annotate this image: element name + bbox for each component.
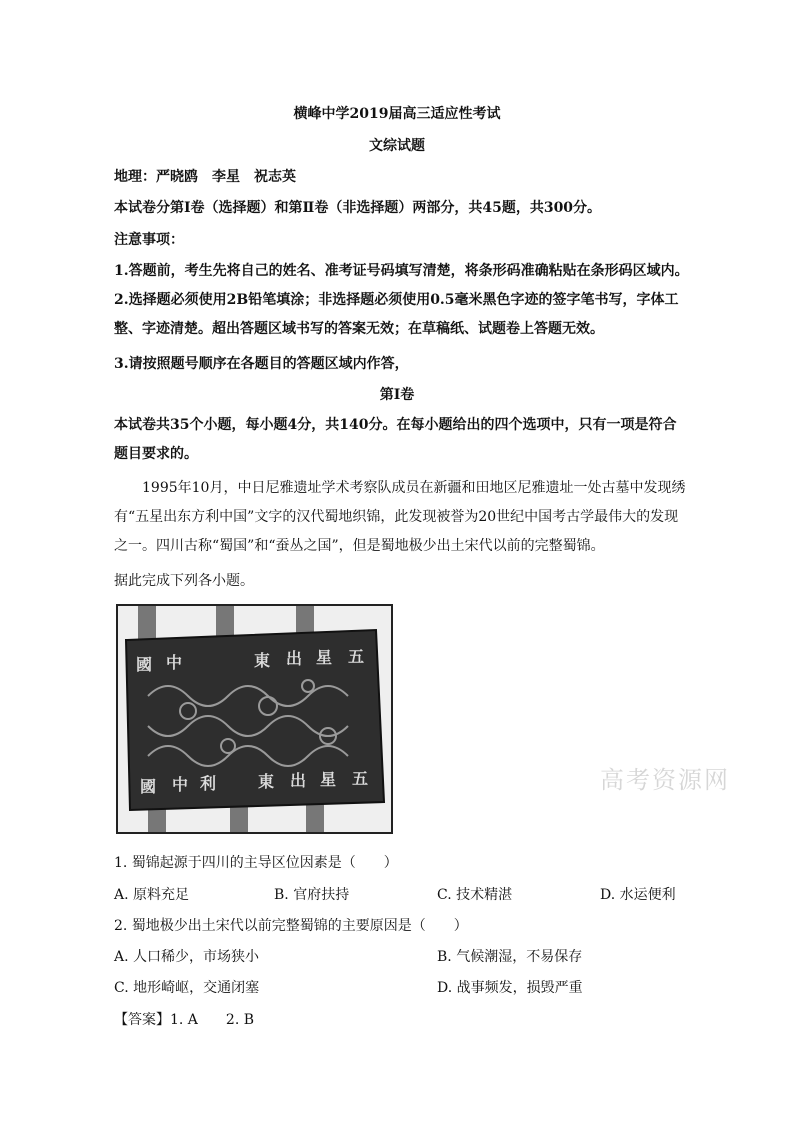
notice-heading: 注意事项：: [114, 232, 184, 248]
answer-line: 【答案】1. A 2. B: [114, 1012, 255, 1028]
passage-prompt: 据此完成下列各小题。: [114, 573, 254, 589]
exam-subtitle: 文综试题: [369, 138, 425, 154]
inscription-top-5: 星: [316, 648, 333, 667]
brocade-illustration: [118, 606, 391, 832]
section-title: 第Ⅰ卷: [379, 387, 415, 403]
inscription-bottom-5: 出: [290, 771, 307, 790]
inscription-bottom-2: 中: [172, 775, 189, 794]
question-2-option-a: A. 人口稀少，市场狭小: [114, 949, 260, 965]
question-2-option-d: D. 战事频发，损毁严重: [437, 980, 583, 996]
notice-item-1: 1.答题前，考生先将自己的姓名、准考证号码填写清楚，将条形码准确粘贴在条形码区域内。: [114, 263, 689, 279]
notice-item-2: 2.选择题必须使用2B铅笔填涂；非选择题必须使用0.5毫米黑色字迹的签字笔书写，字体工整、字迹清楚。超出答题区域书写的答案无效；在草稿纸、试题卷上答题无效。: [114, 292, 679, 337]
question-2-stem: 2. 蜀地极少出土宋代以前完整蜀锦的主要原因是（ ）: [114, 918, 468, 934]
section-instructions: 本试卷共35个小题，每小题4分，共140分。在每小题给出的四个选项中，只有一项是符合题目要求的。: [114, 417, 677, 462]
authors-line: 地理：严晓鸥 李星 祝志英: [114, 169, 296, 185]
exam-title: 横峰中学2019届高三适应性考试: [293, 106, 501, 122]
question-1-option-c: C. 技术精湛: [437, 887, 513, 903]
question-1-stem: 1. 蜀锦起源于四川的主导区位因素是（ ）: [114, 855, 398, 871]
passage-text: 1995年10月，中日尼雅遗址学术考察队成员在新疆和田地区尼雅遗址一处古墓中发现绣有“五星出东方利中国”文字的汉代蜀地织锦，此发现被誉为20世纪中国考古学最伟大的发现之一。四川古称“蜀国”和“蚕丛之国”，但是蜀地极少出土宋代以前的完整蜀锦。: [114, 480, 686, 554]
question-1-option-b: B. 官府扶持: [274, 887, 350, 903]
inscription-bottom-4: 東: [258, 772, 275, 791]
exam-intro: 本试卷分第Ⅰ卷（选择题）和第Ⅱ卷（非选择题）两部分，共45题，共300分。: [114, 200, 602, 216]
inscription-top-4: 出: [286, 649, 303, 668]
inscription-top-3: 東: [254, 651, 271, 670]
strap-top-1: [138, 606, 156, 642]
watermark: 高考资源网: [600, 766, 730, 794]
inscription-bottom-3: 利: [200, 774, 217, 793]
inscription-bottom-6: 星: [320, 770, 337, 789]
question-2-option-b: B. 气候潮湿，不易保存: [437, 949, 583, 965]
brocade-photo: [116, 604, 393, 834]
question-2-option-c: C. 地形崎岖，交通闭塞: [114, 980, 260, 996]
inscription-bottom-1: 國: [140, 777, 157, 796]
question-1-option-d: D. 水运便利: [600, 887, 676, 903]
inscription-top-1: 國: [136, 655, 153, 674]
inscription-bottom-7: 五: [352, 769, 369, 788]
question-1-option-a: A. 原料充足: [114, 887, 190, 903]
notice-item-3: 3.请按照题号顺序在各题目的答题区域内作答，: [114, 356, 409, 372]
inscription-top-6: 五: [348, 647, 365, 666]
inscription-top-2: 中: [166, 653, 183, 672]
